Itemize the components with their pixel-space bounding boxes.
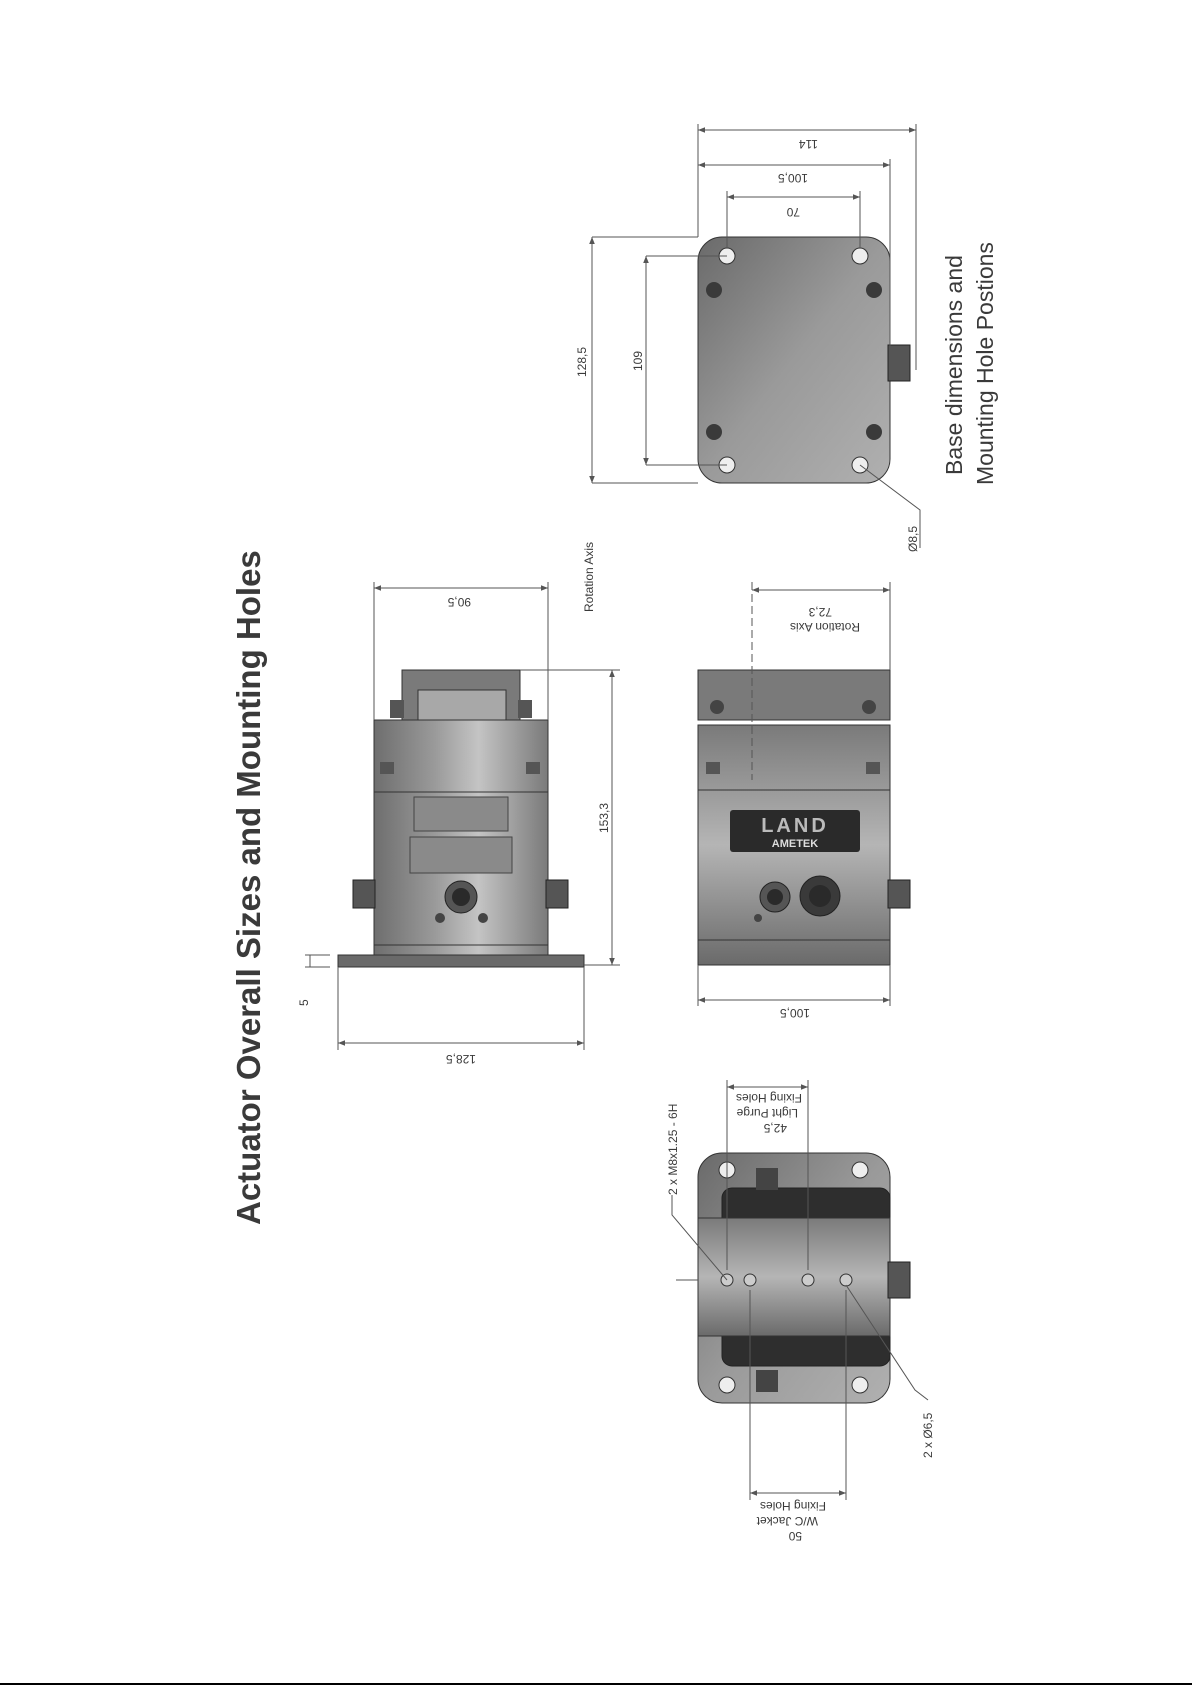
side-height-dim: 153,3 xyxy=(597,802,611,833)
front-width-dim: 100,5 xyxy=(779,1006,810,1020)
base-caption-line2: Mounting Hole Postions xyxy=(972,242,998,485)
base-hole-diameter: Ø8,5 xyxy=(906,525,920,552)
top-light-purge-value: 42,5 xyxy=(763,1121,787,1135)
base-view xyxy=(575,124,998,552)
ametek-logo: AMETEK xyxy=(771,838,819,850)
side-rotation-axis-label: Rotation Axis xyxy=(582,541,596,612)
side-base-flange xyxy=(338,955,584,967)
base-length-dim: 128,5 xyxy=(575,346,589,377)
base-hole-pitch-short: 70 xyxy=(786,205,800,219)
top-wc-label1: W/C Jacket xyxy=(756,1514,818,1528)
base-width-inner: 100,5 xyxy=(777,171,808,185)
front-rotation-axis-label: Rotation Axis xyxy=(789,620,860,634)
base-width-outer: 114 xyxy=(798,137,818,151)
side-label-plate-1 xyxy=(414,797,508,831)
front-top-plate xyxy=(698,670,890,720)
top-wc-value: 50 xyxy=(788,1529,802,1543)
base-hole-pitch-long: 109 xyxy=(631,350,645,371)
side-width-dim: 128,5 xyxy=(445,1052,476,1066)
side-label-plate-2 xyxy=(410,837,512,873)
side-view xyxy=(297,542,620,1066)
top-light-purge-label1: Light Purge xyxy=(736,1106,798,1120)
side-depth-dim: 90,5 xyxy=(447,595,471,609)
top-light-purge-label2: Fixing Holes xyxy=(735,1091,802,1105)
side-base-thickness-dim: 5 xyxy=(297,999,311,1006)
top-view xyxy=(666,1080,935,1543)
top-hole-diameter: 2 x Ø6,5 xyxy=(921,1412,935,1458)
front-view xyxy=(698,582,910,1020)
base-plate xyxy=(698,237,890,483)
page-title: Actuator Overall Sizes and Mounting Holes xyxy=(230,550,267,1225)
land-logo: LAND xyxy=(761,815,829,837)
top-wc-label2: Fixing Holes xyxy=(759,1499,826,1513)
base-caption-line1: Base dimensions and xyxy=(941,255,967,475)
front-rotation-axis-value: 72,3 xyxy=(808,605,832,619)
top-thread-callout: 2 x M8x1.25 - 6H xyxy=(666,1103,680,1195)
